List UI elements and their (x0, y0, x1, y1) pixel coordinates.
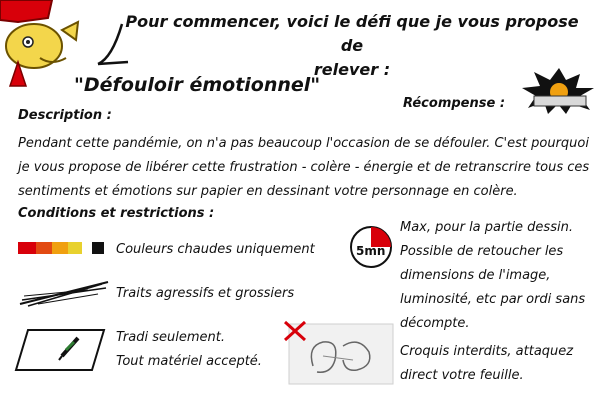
reward-label: Récompense : (403, 96, 506, 111)
timer-label: 5mn (356, 244, 386, 258)
description-label: Description : (18, 108, 112, 123)
description-line-2: je vous propose de libérer cette frustration - colère - énergie et de retranscrire tous ces (18, 160, 590, 175)
condition-any-material: Tout matériel accepté. (116, 354, 262, 369)
time-line-4: luminosité, etc par ordi sans (400, 292, 586, 307)
color-swatches-icon (18, 236, 110, 260)
sketch-line-2: direct votre feuille. (400, 368, 524, 383)
time-line-3: dimensions de l'image, (400, 268, 551, 283)
timer-icon (348, 224, 394, 270)
condition-aggressive-lines: Traits agressifs et grossiers (116, 286, 295, 301)
condition-warm-colors: Couleurs chaudes uniquement (116, 242, 315, 257)
time-line-1: Max, pour la partie dessin. (400, 220, 573, 235)
description-text (18, 132, 590, 204)
description-line-1: Pendant cette pandémie, on n'a pas beaucoup l'occasion de se défouler. C'est pourquoi (18, 136, 589, 151)
scribble-strokes-icon (18, 278, 110, 308)
time-line-2: Possible de retoucher les (400, 244, 564, 259)
reward-badge-icon (520, 66, 598, 116)
crossed-sketch-image (283, 316, 395, 386)
intro-line-2: relever : (313, 60, 391, 79)
sketch-rule-text (400, 340, 590, 388)
time-limit-text (400, 216, 590, 336)
intro-line-1: Pour commencer, voici le défi que je vous propose de (125, 12, 579, 55)
condition-traditional: Tradi seulement. (116, 330, 225, 345)
paper-pencil-icon (14, 326, 106, 374)
description-line-3: sentiments et émotions sur papier en dessinant votre personnage en colère. (18, 184, 518, 199)
sketch-line-1: Croquis interdits, attaquez (400, 344, 574, 359)
conditions-title: Conditions et restrictions : (18, 206, 215, 221)
time-line-5: décompte. (400, 316, 470, 331)
challenge-title: "Défouloir émotionnel" (74, 74, 321, 96)
